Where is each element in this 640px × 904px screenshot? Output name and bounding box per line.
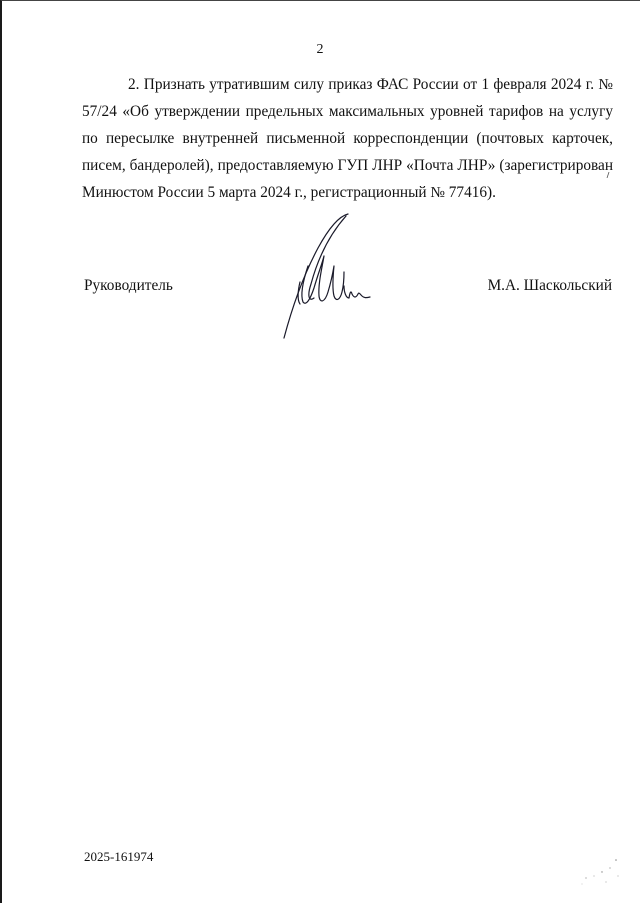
registration-number: 2025-161974: [84, 849, 154, 864]
signatory-title: Руководитель: [84, 277, 173, 294]
signatory-name: М.А. Шаскольский: [487, 277, 612, 294]
paragraph-item-2: 2. Признать утратившим силу приказ ФАС России от 1 февраля 2024 г. № 57/24 «Об утверждении предельных максимальных уровней тарифов на услугу по пересылке внутренней письменной корреспонденции (почтовых карточек, писем, бандеролей), предоставляемую ГУП ЛНР «Почта ЛНР» (зарегистрирован Минюстом России 5 марта 2024 г., регистрационный № 77416).: [82, 76, 613, 201]
handwritten-signature: [278, 212, 378, 344]
scan-mark: [606, 172, 610, 178]
scan-noise: [572, 858, 622, 888]
page-number: 2: [316, 42, 324, 57]
